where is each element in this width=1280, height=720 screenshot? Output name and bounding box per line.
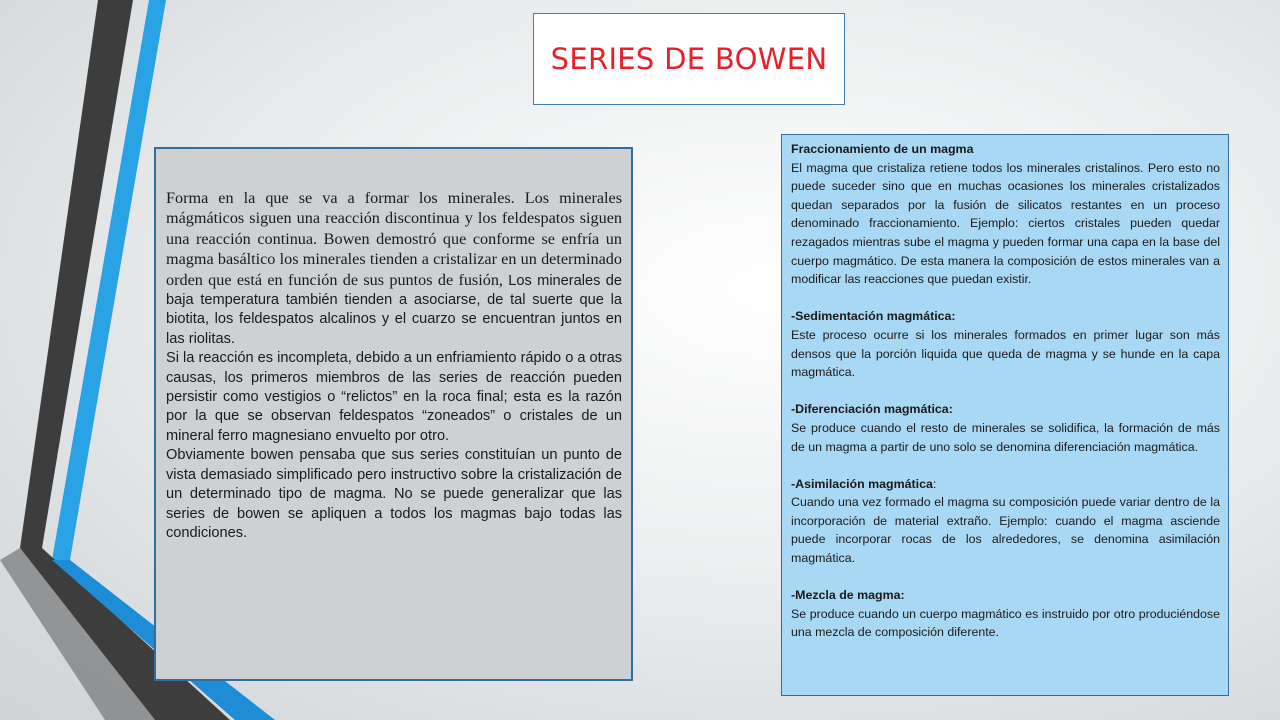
- mezcla-body: Se produce cuando un cuerpo magmático es instruido por otro produciéndose una mezcla de composición diferente.: [791, 606, 1220, 640]
- left-text-panel: [154, 147, 633, 681]
- sedimentacion-body: Este proceso ocurre si los minerales formados en primer lugar son más densos que la porción liquida que queda de magma y se hunde en la capa magmática.: [791, 327, 1220, 380]
- left-paragraph-1-sans: Los minerales de baja temperatura también tienden a asociarse, de tal suerte que la biotita, los feldespatos alcalinos y el cuarzo se encuentran juntos en las riolitas.: [166, 272, 622, 347]
- slide-title: SERIES DE BOWEN: [550, 42, 828, 76]
- asimilacion-colon: :: [932, 476, 937, 491]
- asimilacion-heading: -Asimilación magmática: [791, 476, 933, 491]
- sedimentacion-heading: -Sedimentación magmática:: [791, 309, 956, 324]
- title-box: [533, 13, 845, 105]
- right-text-panel: [781, 134, 1229, 696]
- diferenciacion-heading: -Diferenciación magmática:: [791, 402, 953, 417]
- asimilacion-body: Cuando una vez formado el magma su composición puede variar dentro de la incorporación de material extraño. Ejemplo: cuando el magma asciende puede incorporar rocas de los alrededores, se denomina asimilación magmática.: [791, 495, 1220, 566]
- mezcla-heading: -Mezcla de magma:: [791, 588, 905, 603]
- fraccionamiento-body: El magma que cristaliza retiene todos los minerales cristalinos. Pero esto no puede suceder sino que en muchas ocasiones los minerales cristalizados quedan separados por la fusión de silicatos restantes en un proceso denominado fraccionamiento. Ejemplo: ciertos cristales pueden quedar rezagados mientras sube el magma y pueden formar una capa en la base del cuerpo magmático. De esta manera la composición de estos minerales van a modificar las reacciones que puedan existir.: [791, 160, 1220, 287]
- left-paragraph-1-serif: Forma en la que se va a formar los minerales. Los minerales mágmáticos siguen una reacción discontinua y los feldespatos siguen una reacción continua. Bowen demostró que conforme se enfría un magma basáltico los minerales tienden a cristalizar en un determinado orden que está en función de sus puntos de fusión,: [166, 189, 622, 289]
- fraccionamiento-heading: Fraccionamiento de un magma: [791, 142, 974, 156]
- left-paragraph-1: [166, 189, 622, 349]
- left-paragraph-3: Obviamente bowen pensaba que sus series constituían un punto de vista demasiado simplificado pero instructivo sobre la cristalización de un determinado tipo de magma. No se puede generalizar que las series de bowen se apliquen a todos los magmas bajo todas las condiciones.: [166, 447, 622, 541]
- left-paragraph-2: Si la reacción es incompleta, debido a un enfriamiento rápido o a otras causas, los primeros miembros de las series de reacción pueden persistir como vestigios o “relictos” en la roca final; esta es la razón por la que se observan feldespatos “zoneados” o cristales de un mineral ferro magnesiano envuelto por otro.: [166, 350, 622, 444]
- diferenciacion-body: Se produce cuando el resto de minerales se solidifica, la formación de más de un magma a partir de uno solo se denomina diferenciación magmática.: [791, 420, 1220, 454]
